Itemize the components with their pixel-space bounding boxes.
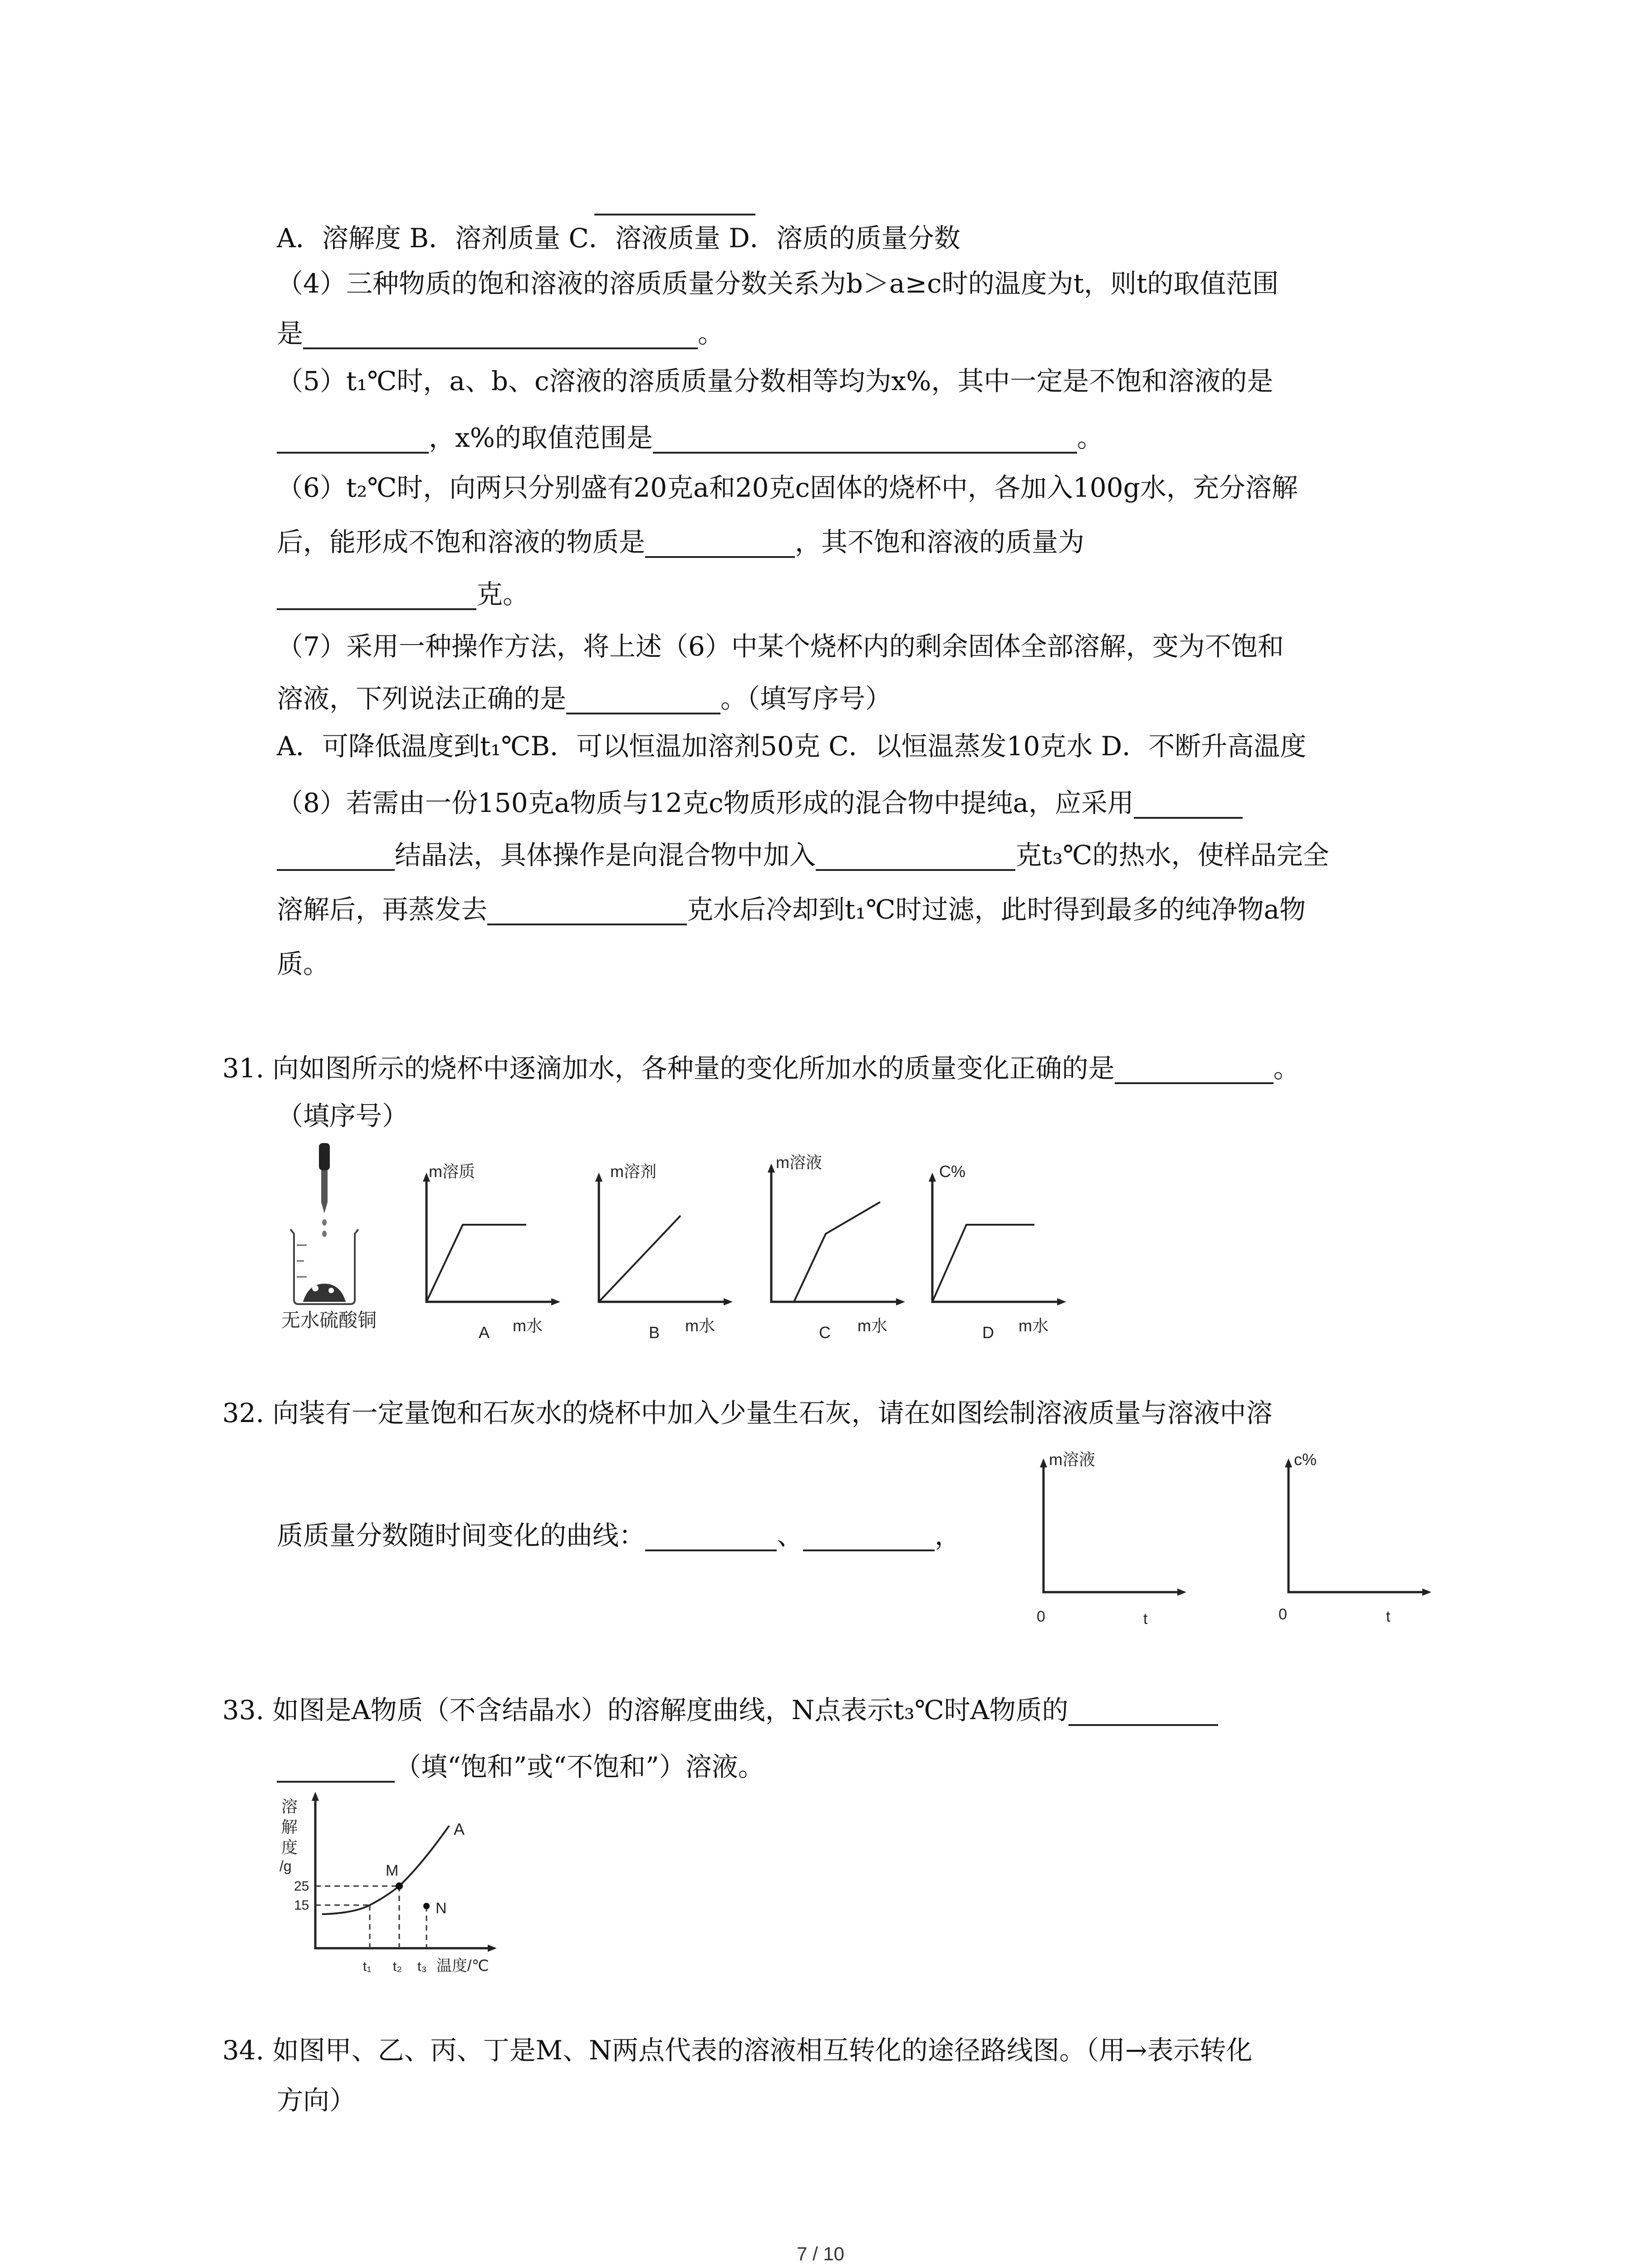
q33-stem-line2 (277, 1751, 764, 1783)
q32-graph1-origin: 0 (1037, 1608, 1045, 1625)
q33-answer-blank-cont[interactable] (277, 1755, 395, 1783)
q32-graph2-xlabel: t (1386, 1608, 1391, 1625)
graph-c-line (794, 1202, 880, 1302)
page-number: 7 / 10 (796, 2243, 845, 2264)
graph-b-ylabel: m溶剂 (610, 1162, 656, 1181)
q31-answer-blank[interactable] (1115, 1057, 1274, 1084)
q31-graph-a (423, 1162, 560, 1342)
q32-graph-1 (1037, 1450, 1186, 1628)
q30-part6-line1: （6）t₂℃时，向两只分别盛有20克a和20克c固体的烧杯中，各加入100g水，充分溶解 (277, 472, 1298, 503)
graph-d-xlabel: m水 (1019, 1316, 1048, 1335)
q34-stem-line2: 方向） (277, 2085, 356, 2116)
q30-part7-answer-blank[interactable] (566, 687, 720, 714)
q32-graph1-ylabel: m溶液 (1049, 1450, 1095, 1469)
q31-stem-suffix: 。 (1273, 1053, 1300, 1084)
q31-stem-line1 (222, 1052, 1300, 1084)
q30-part7-prefix: 溶液，下列说法正确的是 (277, 683, 567, 714)
q33-xtick-t3: t₃ (417, 1959, 427, 1974)
q30-part8-answer-blank-2[interactable] (816, 844, 1015, 871)
graph-a-xlabel: m水 (513, 1316, 543, 1335)
top-answer-blank[interactable] (594, 184, 755, 215)
q30-part6-line2 (277, 526, 1084, 558)
q31-figure (272, 1143, 1361, 1352)
q32-suffix: ， (935, 1520, 961, 1551)
beaker-label: 无水硫酸铜 (281, 1310, 377, 1331)
graph-b-line (599, 1216, 681, 1302)
q30-part8-line1 (277, 787, 1243, 819)
q33-curve-label: A (454, 1820, 465, 1838)
q30-part7-line2 (277, 683, 892, 714)
q30-part8-line2 (277, 839, 1329, 871)
q30-part4-line2 (277, 318, 724, 349)
q33-ylabel-3: 度 (281, 1838, 298, 1857)
q34-stem-line1: 34. 如图甲、乙、丙、丁是M、N两点代表的溶液相互转化的途径路线图。（用→表示转化 (222, 2035, 1253, 2066)
q31-graph-b (595, 1162, 733, 1342)
q32-graph2-origin: 0 (1279, 1606, 1287, 1623)
q33-ytick-15: 15 (294, 1898, 309, 1913)
point-m (396, 1882, 403, 1890)
graph-a-tag: A (479, 1323, 490, 1342)
beaker-icon (290, 1229, 358, 1304)
q30-part4-prefix: 是 (277, 318, 304, 349)
q30-part6-answer-blank-1[interactable] (645, 531, 795, 558)
q32-figure (1016, 1438, 1452, 1637)
q31-stem-text: 31. 向如图所示的烧杯中逐滴加水，各种量的变化所加水的质量变化正确的是 (222, 1053, 1115, 1084)
q30-part5-answer-blank-2[interactable] (653, 426, 1077, 454)
point-n (423, 1903, 430, 1909)
q33-ylabel-2: 解 (281, 1818, 298, 1836)
q32-graph1-xlabel: t (1143, 1610, 1148, 1628)
q31-stem-line2: （填序号） (277, 1100, 409, 1131)
q33-suffix: （填“饱和”或“不饱和”）溶液。 (395, 1751, 764, 1782)
graph-c-ylabel: m溶液 (776, 1153, 822, 1172)
q30-part5-line1: （5）t₁℃时，a、b、c溶液的溶质质量分数相等均为x%，其中一定是不饱和溶液的是 (277, 366, 1274, 396)
q32-answer-blank-2[interactable] (803, 1524, 935, 1551)
graph-d-ylabel: C% (939, 1162, 966, 1181)
q32-answer-blank-1[interactable] (645, 1524, 777, 1551)
q30-part8-answer-blank-3[interactable] (487, 898, 687, 925)
q30-part8-line4: 质。 (277, 948, 330, 979)
q30-part7-options: A．可降低温度到t₁℃B．可以恒温加溶剂50克 C．以恒温蒸发10克水 D．不断升高温度 (277, 731, 1307, 762)
q32-sep: 、 (777, 1520, 803, 1551)
q33-ylabel-4: /g (279, 1858, 292, 1874)
q30-part8-prefix3: 溶解后，再蒸发去 (277, 894, 488, 925)
graph-d-tag: D (982, 1323, 994, 1342)
q32-graph-2 (1279, 1450, 1431, 1625)
q31-graph-d (929, 1162, 1066, 1342)
q33-solubility-figure (272, 1792, 554, 1982)
q33-stem-text: 33. 如图是A物质（不含结晶水）的溶解度曲线，N点表示t₃℃时A物质的 (222, 1695, 1068, 1725)
q32-graph2-ylabel: c% (1294, 1450, 1317, 1469)
q30-part8-line3 (277, 894, 1306, 925)
q30-part6-answer-blank-2[interactable] (277, 583, 476, 610)
q30-part4-answer-blank[interactable] (303, 322, 698, 349)
q33-xtick-t2: t₂ (393, 1959, 402, 1974)
q30-part6-line3 (277, 578, 529, 610)
graph-c-xlabel: m水 (857, 1316, 887, 1335)
q33-ytick-25: 25 (294, 1879, 309, 1894)
graph-d-line (932, 1225, 1034, 1302)
q30-part6-prefix: 后，能形成不饱和溶液的物质是 (277, 527, 646, 557)
q32-stem-line2 (277, 1520, 961, 1551)
q30-part7-line1: （7）采用一种操作方法，将上述（6）中某个烧杯内的剩余固体全部溶解，变为不饱和 (277, 631, 1284, 662)
q33-answer-blank[interactable] (1068, 1699, 1218, 1726)
q33-xtick-t1: t₁ (363, 1959, 372, 1974)
q30-part8-suffix3: 克水后冷却到t₁℃时过滤，此时得到最多的纯净物a物 (687, 894, 1306, 925)
q30-part4-suffix: 。 (698, 318, 725, 349)
q30-part8-answer-blank-1-cont[interactable] (277, 844, 395, 871)
q30-part5-line2 (277, 422, 1103, 454)
q30-part5-answer-blank-1[interactable] (277, 426, 429, 454)
q30-part6-suffix: 克。 (476, 579, 529, 610)
q33-point-n-label: N (436, 1900, 447, 1917)
q30-part8-answer-blank-1[interactable] (1134, 792, 1243, 819)
q32-stem-line1: 32. 向装有一定量饱和石灰水的烧杯中加入少量生石灰，请在如图绘制溶液质量与溶液中溶 (222, 1398, 1273, 1428)
graph-a-line (426, 1225, 526, 1302)
q33-stem-line1 (222, 1694, 1218, 1726)
q33-ylabel-1: 溶 (281, 1797, 298, 1816)
q30-part6-mid: ，其不饱和溶液的质量为 (795, 527, 1085, 557)
q30-part8-mid2: 克t₃℃的热水，使样品完全 (1015, 840, 1329, 870)
q33-xlabel: 温度/℃ (436, 1957, 489, 1975)
q30-part5-mid: ，x%的取值范围是 (429, 422, 653, 453)
dropper-icon (319, 1143, 330, 1237)
q30-part4-line1: （4）三种物质的饱和溶液的溶质质量分数关系为b＞a≥c时的温度为t，则t的取值范围 (277, 268, 1279, 299)
q33-point-m-label: M (386, 1862, 399, 1879)
q30-part8-mid: 结晶法，具体操作是向混合物中加入 (395, 840, 816, 870)
graph-a-ylabel: m溶质 (429, 1162, 475, 1181)
q31-graph-c (768, 1153, 905, 1342)
graph-b-tag: B (649, 1323, 660, 1342)
q30-part7-suffix: 。（填写序号） (720, 683, 892, 714)
q30-part5-suffix: 。 (1077, 422, 1103, 453)
graph-b-xlabel: m水 (685, 1316, 715, 1335)
q32-prefix: 质质量分数随时间变化的曲线： (277, 1520, 646, 1551)
q30-part8-text: （8）若需由一份150克a物质与12克c物质形成的混合物中提纯a，应采用 (277, 787, 1134, 818)
q30-options-part3: A．溶解度 B．溶剂质量 C．溶液质量 D．溶质的质量分数 (277, 223, 960, 254)
graph-c-tag: C (819, 1323, 831, 1342)
